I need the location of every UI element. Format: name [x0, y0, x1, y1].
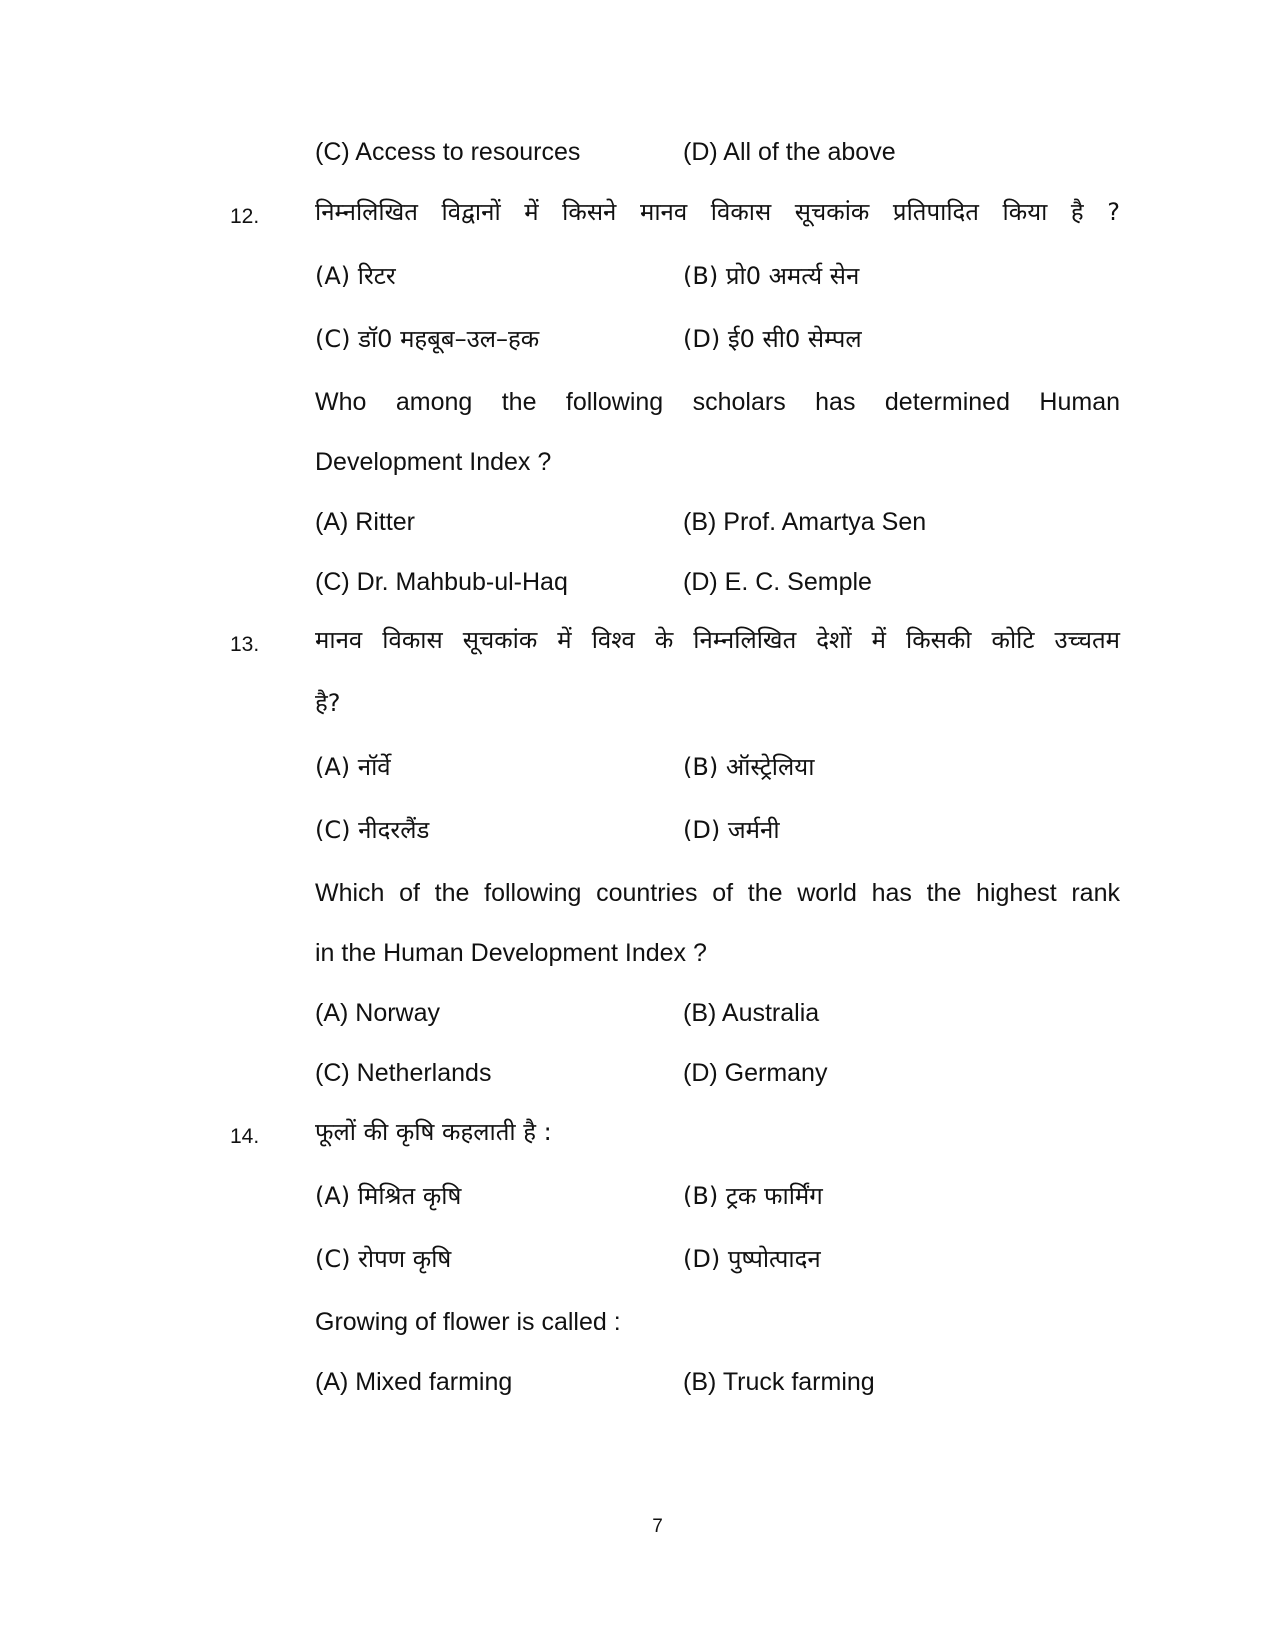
q12-english-question-line1: Who among the following scholars has determined Human [315, 388, 1120, 416]
q13-hindi-option-d: (D) जर्मनी [683, 816, 780, 844]
q14-english-option-b: (B) Truck farming [683, 1368, 875, 1396]
q13-hindi-option-c: (C) नीदरलैंड [315, 816, 430, 844]
q12-hindi-option-b: (B) प्रो0 अमर्त्य सेन [683, 262, 860, 290]
q12-english-option-c: (C) Dr. Mahbub-ul-Haq [315, 568, 568, 596]
q13-english-option-d: (D) Germany [683, 1059, 828, 1087]
q13-hindi-question-line1: मानव विकास सूचकांक में विश्व के निम्नलिखित देशों में किसकी कोटि उच्चतम [315, 626, 1120, 654]
q11-option-d: (D) All of the above [683, 138, 896, 166]
q14-hindi-option-a: (A) मिश्रित कृषि [315, 1182, 462, 1210]
q12-hindi-option-a: (A) रिटर [315, 262, 396, 290]
q14-english-question: Growing of flower is called : [315, 1308, 621, 1336]
q12-number: 12. [230, 205, 260, 228]
q12-hindi-question: निम्नलिखित विद्वानों में किसने मानव विकास सूचकांक प्रतिपादित किया है ? [315, 198, 1120, 226]
q12-hindi-option-d: (D) ई0 सी0 सेम्पल [683, 325, 862, 353]
q12-english-option-a: (A) Ritter [315, 508, 415, 536]
q13-english-option-b: (B) Australia [683, 999, 820, 1027]
q14-number: 14. [230, 1125, 260, 1148]
q13-english-option-a: (A) Norway [315, 999, 441, 1027]
page-number: 7 [652, 1516, 663, 1537]
q12-hindi-option-c: (C) डॉ0 महबूब–उल–हक [315, 325, 540, 353]
q11-option-c: (C) Access to resources [315, 138, 581, 166]
q13-hindi-question-line2: है? [315, 689, 341, 717]
q14-hindi-option-b: (B) ट्रक फार्मिंग [683, 1182, 823, 1210]
q12-english-question-line2: Development Index ? [315, 448, 552, 476]
q14-hindi-option-c: (C) रोपण कृषि [315, 1245, 452, 1273]
q13-hindi-option-a: (A) नॉर्वे [315, 753, 391, 781]
q13-english-question-line2: in the Human Development Index ? [315, 939, 707, 967]
q14-hindi-question: फूलों की कृषि कहलाती है : [315, 1118, 552, 1146]
q12-english-option-b: (B) Prof. Amartya Sen [683, 508, 927, 536]
q14-hindi-option-d: (D) पुष्पोत्पादन [683, 1245, 821, 1273]
q13-english-option-c: (C) Netherlands [315, 1059, 492, 1087]
q13-number: 13. [230, 633, 260, 656]
q14-english-option-a: (A) Mixed farming [315, 1368, 513, 1396]
q12-english-option-d: (D) E. C. Semple [683, 568, 872, 596]
q13-hindi-option-b: (B) ऑस्ट्रेलिया [683, 753, 815, 781]
q13-english-question-line1: Which of the following countries of the world has the highest rank [315, 879, 1120, 907]
